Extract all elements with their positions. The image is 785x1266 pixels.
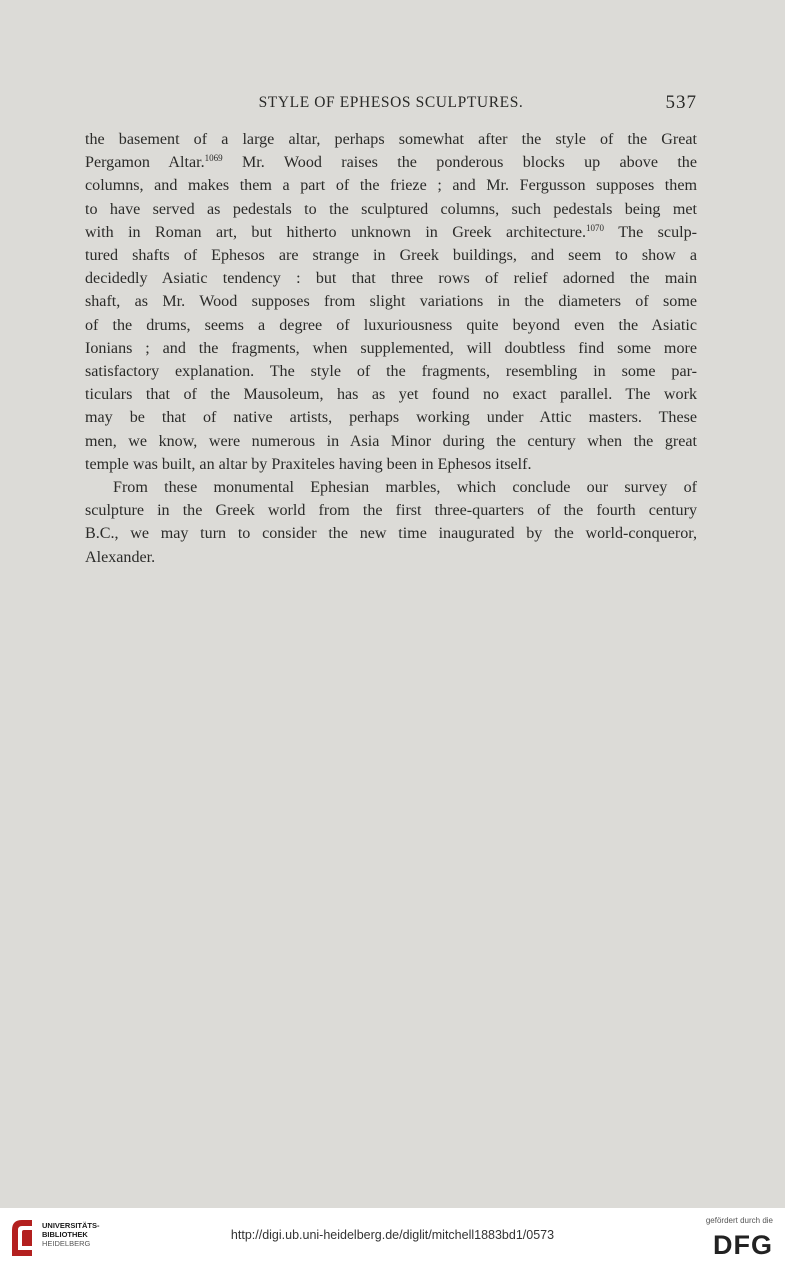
paragraph-1 [85,128,697,476]
footnote-ref-1070: 1070 [586,222,605,233]
text-line: of the drums, seems a degree of luxuriousness quite beyond even the Asiatic [85,316,697,334]
text-line: sculpture in the Greek world from the first three-quarters of the fourth century [85,502,697,520]
text-line: satisfactory explanation. The style of the fragments, resembling in some par- [85,363,697,381]
permalink-url[interactable]: http://digi.ub.uni-heidelberg.de/diglit/mitchell1883bd1/0573 [230,1228,555,1242]
text-line: shaft, as Mr. Wood supposes from slight variations in the diameters of some [85,293,697,311]
page-number: 537 [665,92,697,113]
text-segment: Pergamon Altar. [85,154,205,172]
text-line: From these monumental Ephesian marbles, which conclude our survey of [113,479,697,497]
text-line: Alexander. [85,548,156,566]
funder-logo: DFG [713,1230,773,1260]
library-name-line: UNIVERSITÄTS- [42,1221,100,1230]
footnote-ref-1069: 1069 [204,153,223,164]
footer-bar [0,1208,785,1266]
text-line: to have served as pedestals to the sculptured columns, such pedestals being met [85,200,697,218]
library-name-line: HEIDELBERG [42,1239,91,1248]
text-segment: with in Roman art, but hitherto unknown in Greek architecture. [85,223,587,241]
library-name-line: BIBLIOTHEK [42,1230,88,1239]
body-text [85,128,697,569]
text-line: ticulars that of the Mausoleum, has as yet found no exact parallel. The work [85,386,697,404]
text-line [85,151,697,174]
text-line [85,221,697,244]
text-line: Ionians ; and the fragments, when supplemented, will doubtless find some more [85,339,697,357]
running-title: STYLE OF EPHESOS SCULPTURES. [258,94,524,111]
text-segment: The sculp- [604,223,697,241]
text-line: may be that of native artists, perhaps working under Attic masters. These [85,409,697,427]
text-line: temple was built, an altar by Praxiteles having been in Ephesos itself. [85,455,532,473]
text-line: columns, and makes them a part of the frieze ; and Mr. Fergusson supposes them [85,177,697,195]
paragraph-2 [85,476,697,569]
text-line: B.C., we may turn to consider the new time inaugurated by the world-conqueror, [85,525,697,543]
text-line: tured shafts of Ephesos are strange in Greek buildings, and seem to show a [85,247,697,265]
text-line: the basement of a large altar, perhaps somewhat after the style of the Great [85,131,697,148]
text-segment: Mr. Wood raises the ponderous blocks up above the [222,154,697,172]
funder-caption: gefördert durch die [705,1216,773,1225]
text-line: men, we know, were numerous in Asia Minor during the century when the great [85,432,697,450]
running-head [85,94,697,120]
text-line: decidedly Asiatic tendency : but that three rows of relief adorned the main [85,270,697,288]
